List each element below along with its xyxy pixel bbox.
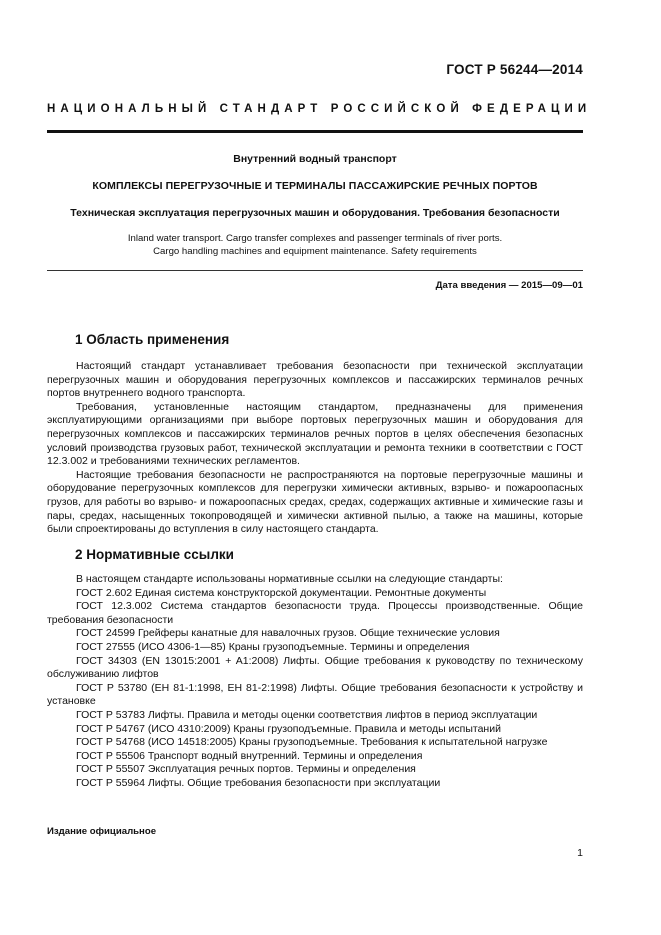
paragraph: Настоящий стандарт устанавливает требования безопасности при технической эксплуатации перегрузочных машин и оборудования перегрузочных комплексов и пассажирских терминалов речных портов внутреннего водного транспорта. [47,360,583,400]
reference-item: ГОСТ Р 54768 (ИСО 14518:2005) Краны грузоподъемные. Требования к испытательной нагрузке [76,736,548,749]
reference-item: ГОСТ 2.602 Единая система конструкторской документации. Ремонтные документы [76,586,487,599]
paragraph: В настоящем стандарте использованы нормативные ссылки на следующие стандарты: [76,573,503,585]
reference-item: ГОСТ 12.3.002 Система стандартов безопасности труда. Процессы производственные. Общие требования безопасности [47,600,583,626]
title-english [47,232,583,258]
reference-item: ГОСТ Р 53780 (ЕН 81-1:1998, ЕН 81-2:1998) Лифты. Общие требования безопасности к устройству и установке [47,681,583,708]
title-category: Внутренний водный транспорт [233,153,397,165]
reference-item: ГОСТ Р 54767 (ИСО 4310:2009) Краны грузоподъемные. Правила и методы испытаний [76,722,501,735]
reference-item: ГОСТ 27555 (ИСО 4306-1—85) Краны грузоподъемные. Термины и определения [76,640,470,653]
section-1-body [47,360,583,537]
reference-item: ГОСТ Р 55507 Эксплуатация речных портов. Термины и определения [76,763,416,776]
page-number: 1 [577,847,583,859]
reference-item: ГОСТ Р 53783 Лифты. Правила и методы оценки соответствия лифтов в период эксплуатации [76,708,538,721]
section-1-heading: 1 Область применения [75,332,230,347]
national-standard-banner: НАЦИОНАЛЬНЫЙ СТАНДАРТ РОССИЙСКОЙ ФЕДЕРАЦИИ [47,103,592,115]
reference-item: ГОСТ Р 55506 Транспорт водный внутренний. Термины и определения [76,749,423,762]
document-number: ГОСТ Р 56244—2014 [446,62,583,77]
reference-item: ГОСТ 34303 (EN 13015:2001 + A1:2008) Лифты. Общие требования к руководству по техническому обслуживанию лифтов [47,654,583,681]
title-english-line: Cargo handling machines and equipment maintenance. Safety requirements [153,246,477,257]
title-english-line: Inland water transport. Cargo transfer complexes and passenger terminals of river ports. [127,233,503,244]
reference-item: ГОСТ Р 55964 Лифты. Общие требования безопасности при эксплуатации [76,776,441,789]
title-divider-thin [47,270,583,271]
reference-item: ГОСТ 24599 Грейферы канатные для навалочных грузов. Общие технические условия [76,627,500,640]
title-main: КОМПЛЕКСЫ ПЕРЕГРУЗОЧНЫЕ И ТЕРМИНАЛЫ ПАССАЖИРСКИЕ РЕЧНЫХ ПОРТОВ [92,180,538,192]
header-divider-thick [47,130,583,133]
paragraph: Требования, установленные настоящим стандартом, предназначены для применения эксплуатирующими организациями при выборе портовых перегрузочных машин и оборудования для перегрузочных комплексов и пассажирских терминалов речных портов в целях обеспечения безопасных условий производства грузовых работ, технической эксплуатации и ремонта техники в соответствии с ГОСТ 12.3.002 и требованиями технических регламентов. [47,400,583,468]
paragraph: Настоящие требования безопасности не распространяются на портовые перегрузочные машины и оборудование перегрузочных комплексов для перегрузки химически активных, взрыво- и пожароопасных грузов, для работы во взрыво- и пожароопасных средах, средах, содержащих активные и химические газы и пары, средах, насыщенных токопроводящей и химически активной пылью, а также на машины, которые были спроектированы до вступления в силу настоящего стандарта. [47,468,583,536]
title-subtitle: Техническая эксплуатация перегрузочных машин и оборудования. Требования безопасности [70,207,560,219]
official-edition-label: Издание официальное [47,826,157,837]
section-2-body [47,573,583,791]
introduction-date: Дата введения — 2015—09—01 [435,280,583,291]
section-2-heading: 2 Нормативные ссылки [75,547,234,562]
